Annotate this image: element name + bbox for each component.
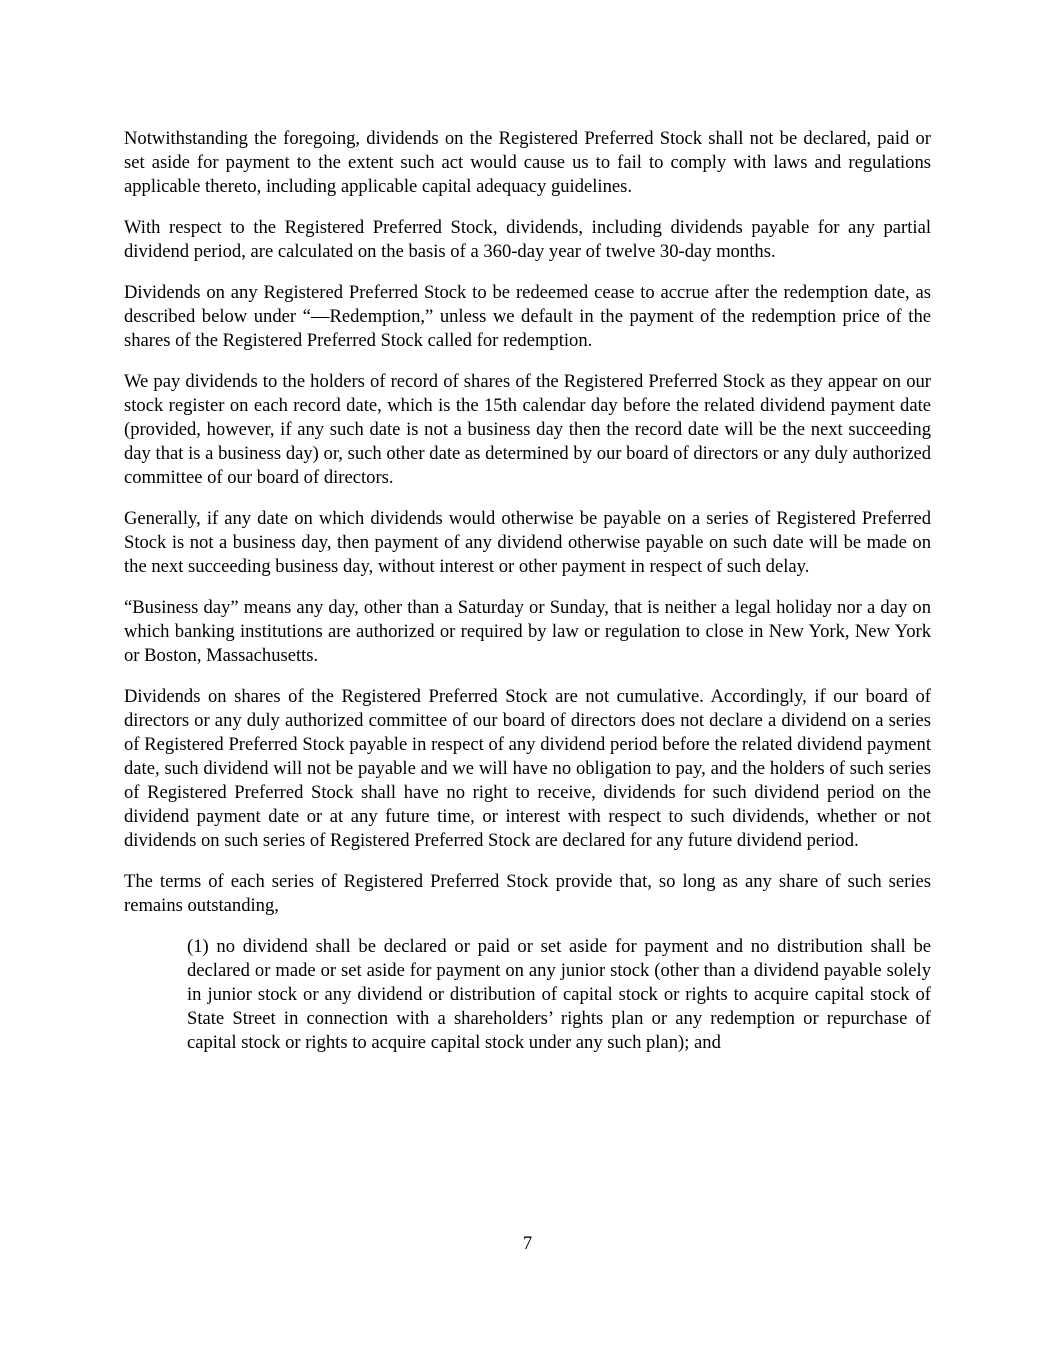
document-body	[124, 127, 931, 1072]
paragraph: Generally, if any date on which dividends would otherwise be payable on a series of Registered Preferred Stock is not a business day, then payment of any dividend otherwise payable on such date will be made on the next succeeding business day, without interest or other payment in respect of such delay.	[124, 508, 931, 577]
paragraph: We pay dividends to the holders of record of shares of the Registered Preferred Stock as they appear on our stock register on each record date, which is the 15th calendar day before the related dividend payment date (provided, however, if any such date is not a business day then the record date will be the next succeeding day that is a business day) or, such other date as determined by our board of directors or any duly authorized committee of our board of directors.	[124, 371, 931, 488]
paragraph: With respect to the Registered Preferred Stock, dividends, including dividends payable for any partial dividend period, are calculated on the basis of a 360-day year of twelve 30-day months.	[124, 217, 931, 262]
page-number: 7	[522, 1233, 533, 1254]
paragraph: Dividends on shares of the Registered Preferred Stock are not cumulative. Accordingly, if our board of directors or any duly authorized committee of our board of directors does not declare a dividend on a series of Registered Preferred Stock payable in respect of any dividend period before the related dividend payment date, such dividend will not be payable and we will have no obligation to pay, and the holders of such series of Registered Preferred Stock shall have no right to receive, dividends for such dividend period on the dividend payment date or at any future time, or interest with respect to such dividends, whether or not dividends on such series of Registered Preferred Stock are declared for any future dividend period.	[124, 686, 931, 851]
indented-clause: (1) no dividend shall be declared or paid or set aside for payment and no distribution shall be declared or made or set aside for payment on any junior stock (other than a dividend payable solely in junior stock or any dividend or distribution of capital stock or rights to acquire capital stock of State Street in connection with a shareholders’ rights plan or any redemption or repurchase of capital stock or rights to acquire capital stock under any such plan); and	[187, 936, 931, 1053]
paragraph: Notwithstanding the foregoing, dividends on the Registered Preferred Stock shall not be declared, paid or set aside for payment to the extent such act would cause us to fail to comply with laws and regulations applicable thereto, including applicable capital adequacy guidelines.	[124, 128, 931, 197]
paragraph: Dividends on any Registered Preferred Stock to be redeemed cease to accrue after the redemption date, as described below under “—Redemption,” unless we default in the payment of the redemption price of the shares of the Registered Preferred Stock called for redemption.	[124, 282, 931, 351]
paragraph: The terms of each series of Registered Preferred Stock provide that, so long as any share of such series remains outstanding,	[124, 871, 931, 916]
paragraph: “Business day” means any day, other than a Saturday or Sunday, that is neither a legal holiday nor a day on which banking institutions are authorized or required by law or regulation to close in New York, New York or Boston, Massachusetts.	[124, 597, 931, 666]
